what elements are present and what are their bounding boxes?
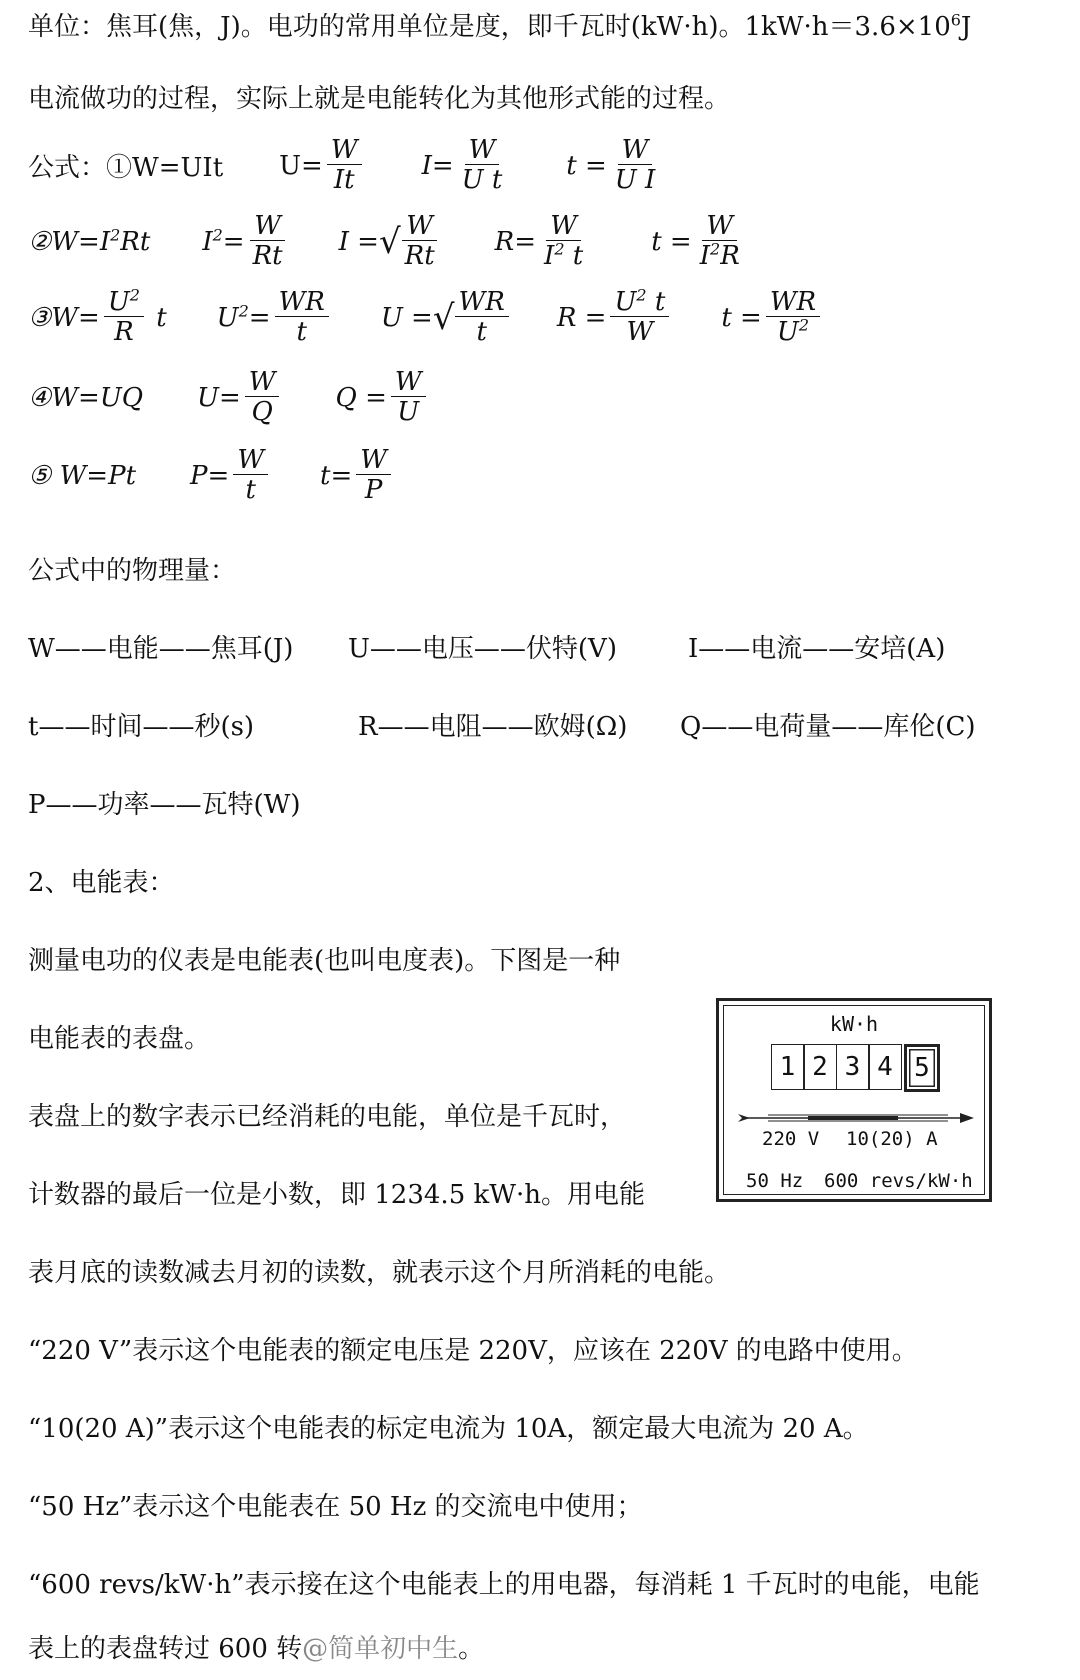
formula-row-4: ④W=UQ U= $\frac{W}{Q}$ Q = $\frac{W}{U}$ [28,368,430,427]
meter-current: 10(20) A [846,1128,938,1150]
paragraph-7: “10(20 A)”表示这个电能表的标定电流为 10A，额定最大电流为 20 A。 [28,1414,869,1444]
quantity-p: P——功率——瓦特(W) [28,790,301,820]
paragraph-10-text: 表上的表盘转过 600 转 [28,1634,303,1664]
unit-tail: J [960,12,972,42]
meter-frequency: 50 Hz [746,1170,804,1192]
paragraph-1: 测量电功的仪表是电能表(也叫电度表)。下图是一种 [28,946,621,976]
meter-rotor-arrow [738,1110,978,1126]
quantity-r: R——电阻——欧姆(Ω) [358,712,628,742]
meter-digit: 3 [836,1044,870,1090]
meter-counter [772,1044,940,1092]
unit-line [28,10,971,44]
paragraph-5: 表月底的读数减去月初的读数，就表示这个月所消耗的电能。 [28,1258,731,1288]
formula-2-label: ②W=I [28,226,111,257]
energy-meter-dial [716,998,992,1202]
meter-digit: 2 [803,1044,837,1090]
formula-row-3: ③W= $\frac{U^2}{R}$ t $U^2=$ $\frac{WR}{t}$ U = √ $\frac{WR}{t}$ R = $\frac{U^2 t}{W}$ t = $\frac{WR}{U^2}$ [28,288,824,347]
quantity-w: W——电能——焦耳(J) [28,634,294,664]
meter-digit: 4 [868,1044,902,1090]
formula-2-tail: Rt [120,226,151,257]
process-line: 电流做功的过程，实际上就是电能转化为其他形式能的过程。 [28,84,731,114]
formula-4-label: ④W=UQ [28,382,144,413]
quantities-title: 公式中的物理量： [28,556,237,586]
unit-text: 单位：焦耳(焦，J)。电功的常用单位是度，即千瓦时(kW·h)。1kW·h＝3.6×10 [28,12,951,42]
quantity-i: I——电流——安培(A) [688,634,946,664]
meter-voltage: 220 V [762,1128,820,1150]
formula-3-label: ③W= [28,302,100,333]
formula-row-2: $②W=I^2Rt$ $I^2=$ $\frac{W}{Rt}$ I = √ $\frac{W}{Rt}$ R = $\frac{W}{I^2 t}$ t = $\frac{W}{I^2R}$ [28,211,740,271]
paragraph-3: 表盘上的数字表示已经消耗的电能，单位是千瓦时， [28,1102,627,1132]
formula-row-5: ⑤ W=Pt P= $\frac{W}{t}$ t = $\frac{W}{P}$ [28,446,395,505]
paragraph-6: “220 V”表示这个电能表的额定电压是 220V，应该在 220V 的电路中使用。 [28,1336,918,1366]
meter-digit: 1 [771,1044,805,1090]
paragraph-4: 计数器的最后一位是小数，即 1234.5 kW·h。用电能 [28,1180,645,1210]
formula-5-label: ⑤ W=Pt [28,460,137,491]
quantity-q: Q——电荷量——库伦(C) [680,712,976,742]
paragraph-9: “600 revs/kW·h”表示接在这个电能表上的用电器，每消耗 1 千瓦时的电能，电能 [28,1570,980,1600]
paragraph-10 [28,1632,484,1666]
quantity-u: U——电压——伏特(V) [348,634,617,664]
meter-decimal-digit: 5 [904,1044,940,1092]
meter-revs: 600 revs/kW·h [824,1170,973,1192]
paragraph-8: “50 Hz”表示这个电能表在 50 Hz 的交流电中使用； [28,1492,643,1522]
quantity-t: t——时间——秒(s) [28,712,255,742]
formula-1-label: 公式：①W=UIt [28,153,224,183]
section-2-title: 2、电能表： [28,868,175,898]
unit-exponent: 6 [950,10,961,30]
watermark: @简单初中生 [302,1634,459,1664]
paragraph-2: 电能表的表盘。 [28,1024,211,1054]
paragraph-10-end: 。 [458,1634,485,1664]
meter-inner-frame [723,1005,985,1195]
formula-row-1: 公式：①W=UIt U= $\frac{W}{It}$ I = $\frac{W}{\text{U t}}$ t = $\frac{W}{\text{U I}}$ [28,135,656,195]
meter-unit: kW·h [829,1012,879,1036]
